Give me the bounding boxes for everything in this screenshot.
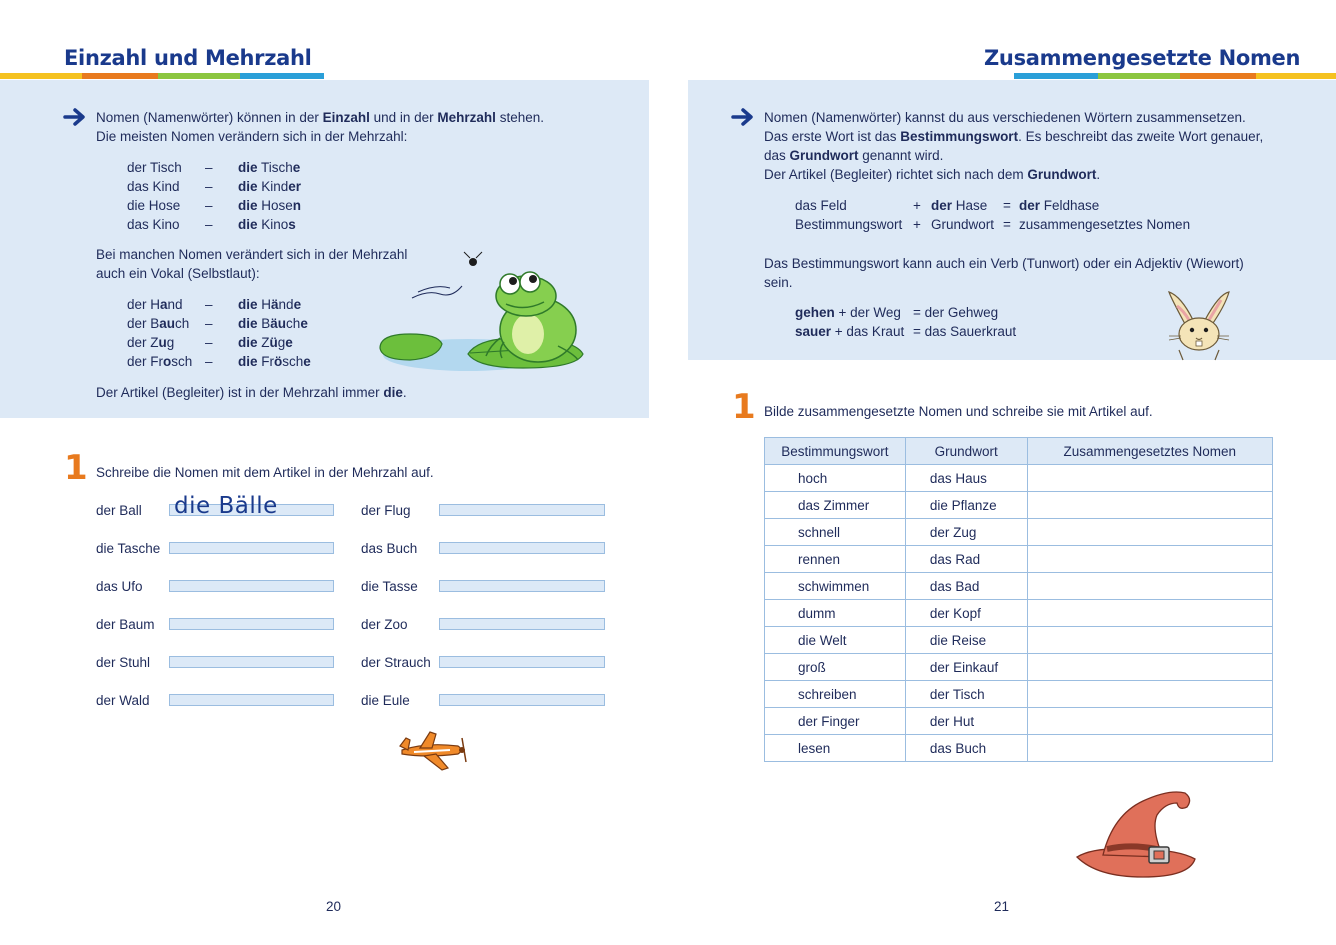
example-gehweg: gehen + der Weg	[795, 305, 901, 320]
table-row	[765, 465, 1273, 492]
formula-label: zusammengesetztes Nomen	[1019, 217, 1191, 232]
answer-line[interactable]	[169, 694, 334, 706]
table-row	[765, 681, 1273, 708]
example-gehweg-result: = der Gehweg	[913, 305, 999, 320]
exercise-word: der Zoo	[361, 617, 408, 632]
table-row	[765, 492, 1273, 519]
equals-sign: =	[1003, 198, 1011, 213]
intro-line-4: Der Artikel (Begleiter) richtet sich nach dem Grundwort.	[764, 167, 1101, 182]
table-row	[765, 654, 1273, 681]
exercise-word: das Ufo	[96, 579, 143, 594]
page-number: 20	[326, 899, 342, 914]
compound-table	[764, 437, 1273, 762]
answer-cell[interactable]	[1027, 546, 1272, 573]
singular-word: die Hose	[127, 198, 181, 213]
answer-line[interactable]	[169, 656, 334, 668]
table-cell: rennen	[765, 546, 906, 573]
table-cell: der Hut	[905, 708, 1027, 735]
table-row	[765, 708, 1273, 735]
table-cell: die Pflanze	[905, 492, 1027, 519]
formula-part: der Feldhase	[1019, 198, 1100, 213]
answer-line[interactable]	[169, 618, 334, 630]
exercise-word: der Stuhl	[96, 655, 151, 670]
singular-word: der Bauch	[127, 316, 190, 331]
table-cell: das Buch	[905, 735, 1027, 762]
plus-sign: +	[913, 198, 921, 213]
color-stripe	[1014, 73, 1336, 79]
answer-line[interactable]	[439, 618, 605, 630]
task-instruction: Schreibe die Nomen mit dem Artikel in der Mehrzahl auf.	[96, 465, 434, 480]
table-cell: schwimmen	[765, 573, 906, 600]
exercise-word: der Flug	[361, 503, 411, 518]
answer-cell[interactable]	[1027, 465, 1272, 492]
exercise-word: die Eule	[361, 693, 410, 708]
exercise-word: die Tasche	[96, 541, 161, 556]
dash: –	[205, 179, 213, 194]
table-header: Zusammengesetztes Nomen	[1027, 438, 1272, 465]
example-sauerkraut-result: = das Sauerkraut	[913, 324, 1017, 339]
equals-sign: =	[1003, 217, 1011, 232]
dash: –	[205, 297, 213, 312]
dash: –	[205, 354, 213, 369]
plural-word: die Hosen	[238, 198, 302, 213]
plural-word: die Hände	[238, 297, 302, 312]
answer-line[interactable]	[169, 542, 334, 554]
arrow-icon	[63, 108, 87, 126]
dash: –	[205, 316, 213, 331]
exercise-word: die Tasse	[361, 579, 418, 594]
table-row	[765, 627, 1273, 654]
answer-cell[interactable]	[1027, 573, 1272, 600]
intro-line-1: Nomen (Namenwörter) können in der Einzahl und in der Mehrzahl stehen.	[96, 110, 544, 125]
table-row	[765, 546, 1273, 573]
intro-line-1: Nomen (Namenwörter) kannst du aus verschiedenen Wörtern zusammensetzen.	[764, 110, 1246, 125]
formula-label: Grundwort	[931, 217, 995, 232]
table-cell: der Einkauf	[905, 654, 1027, 681]
answer-cell[interactable]	[1027, 708, 1272, 735]
dash: –	[205, 217, 213, 232]
table-cell: hoch	[765, 465, 906, 492]
answer-line[interactable]	[439, 580, 605, 592]
intro-line-3: das Grundwort genannt wird.	[764, 148, 944, 163]
exercise-word: der Baum	[96, 617, 155, 632]
singular-word: der Frosch	[127, 354, 193, 369]
answer-cell[interactable]	[1027, 492, 1272, 519]
exercise-word: das Buch	[361, 541, 418, 556]
task-instruction: Bilde zusammengesetzte Nomen und schreibe sie mit Artikel auf.	[764, 404, 1153, 419]
plural-word: die Züge	[238, 335, 293, 350]
answer-cell[interactable]	[1027, 600, 1272, 627]
table-cell: das Bad	[905, 573, 1027, 600]
example-answer: die Bälle	[174, 493, 278, 519]
answer-cell[interactable]	[1027, 519, 1272, 546]
verb-line-2: sein.	[764, 275, 793, 290]
table-cell: das Zimmer	[765, 492, 906, 519]
table-row	[765, 735, 1273, 762]
task-number: 1	[64, 448, 88, 488]
table-cell: die Reise	[905, 627, 1027, 654]
page-title: Zusammengesetzte Nomen	[984, 46, 1301, 70]
table-row	[765, 519, 1273, 546]
page-number: 21	[994, 899, 1010, 914]
answer-line[interactable]	[439, 504, 605, 516]
table-cell: schreiben	[765, 681, 906, 708]
page-title: Einzahl und Mehrzahl	[64, 46, 312, 70]
singular-word: der Tisch	[127, 160, 182, 175]
plural-word: die Kinos	[238, 217, 296, 232]
answer-line[interactable]	[439, 694, 605, 706]
formula-label: Bestimmungswort	[795, 217, 903, 232]
table-header: Grundwort	[905, 438, 1027, 465]
table-header: Bestimmungswort	[765, 438, 906, 465]
page-gutter	[667, 0, 669, 945]
exercise-word: der Ball	[96, 503, 142, 518]
singular-word: das Kind	[127, 179, 180, 194]
dash: –	[205, 198, 213, 213]
table-cell: groß	[765, 654, 906, 681]
right-page	[668, 0, 1336, 945]
plural-word: die Bäuche	[238, 316, 308, 331]
table-cell: schnell	[765, 519, 906, 546]
rabbit-illustration	[1163, 288, 1233, 360]
answer-cell[interactable]	[1027, 735, 1272, 762]
dash: –	[205, 160, 213, 175]
answer-cell[interactable]	[1027, 654, 1272, 681]
table-cell: der Tisch	[905, 681, 1027, 708]
color-stripe	[0, 73, 324, 79]
article-rule: Der Artikel (Begleiter) ist in der Mehrzahl immer die.	[96, 385, 407, 400]
frog-illustration	[378, 250, 588, 375]
answer-line[interactable]	[439, 542, 605, 554]
table-row	[765, 600, 1273, 627]
singular-word: der Hand	[127, 297, 183, 312]
plus-sign: +	[913, 217, 921, 232]
plural-word: die Kinder	[238, 179, 302, 194]
answer-cell[interactable]	[1027, 627, 1272, 654]
table-cell: der Kopf	[905, 600, 1027, 627]
airplane-illustration	[396, 730, 472, 774]
answer-cell[interactable]	[1027, 681, 1272, 708]
intro-line-2: Das erste Wort ist das Bestimmungswort. Es beschreibt das zweite Wort genauer,	[764, 129, 1264, 144]
exercise-word: der Strauch	[361, 655, 431, 670]
verb-line-1: Das Bestimmungswort kann auch ein Verb (Tunwort) oder ein Adjektiv (Wiewort)	[764, 256, 1244, 271]
table-cell: die Welt	[765, 627, 906, 654]
singular-word: das Kino	[127, 217, 180, 232]
table-cell: lesen	[765, 735, 906, 762]
exercise-word: der Wald	[96, 693, 150, 708]
task-number: 1	[732, 387, 756, 427]
table-cell: dumm	[765, 600, 906, 627]
intro-line-2: Die meisten Nomen verändern sich in der Mehrzahl:	[96, 129, 408, 144]
formula-part: der Hase	[931, 198, 988, 213]
table-row	[765, 573, 1273, 600]
example-sauerkraut: sauer + das Kraut	[795, 324, 905, 339]
vowel-line-2: auch ein Vokal (Selbstlaut):	[96, 266, 260, 281]
vowel-line-1: Bei manchen Nomen verändert sich in der Mehrzahl	[96, 247, 408, 262]
plural-word: die Tische	[238, 160, 301, 175]
table-cell: das Rad	[905, 546, 1027, 573]
table-cell: das Haus	[905, 465, 1027, 492]
formula-part: das Feld	[795, 198, 847, 213]
table-cell: der Finger	[765, 708, 906, 735]
witch-hat-illustration	[1073, 785, 1199, 881]
answer-line[interactable]	[439, 656, 605, 668]
arrow-icon	[731, 108, 755, 126]
plural-word: die Frösche	[238, 354, 311, 369]
answer-line[interactable]	[169, 580, 334, 592]
dash: –	[205, 335, 213, 350]
table-cell: der Zug	[905, 519, 1027, 546]
singular-word: der Zug	[127, 335, 175, 350]
